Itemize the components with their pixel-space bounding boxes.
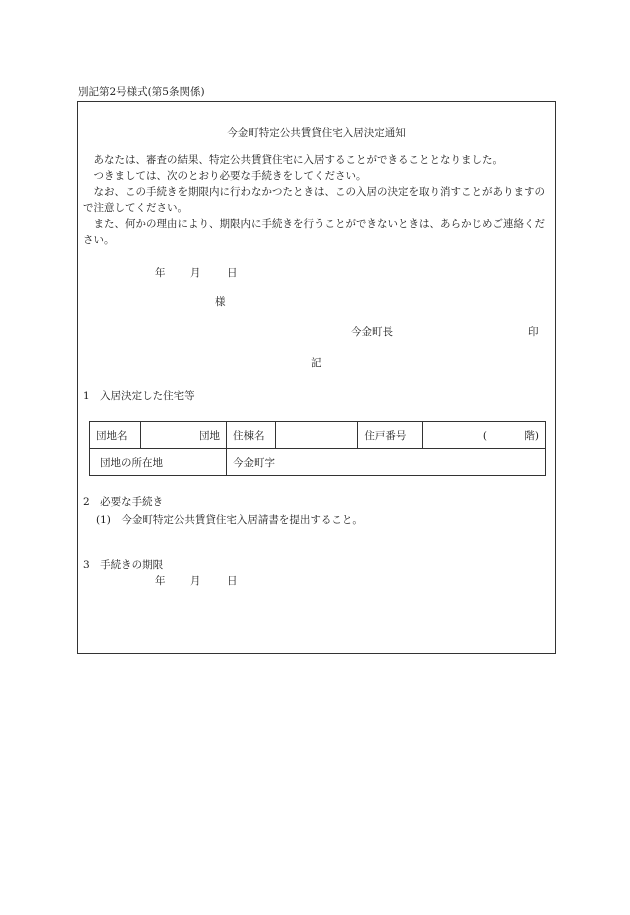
deadline-day: 日	[227, 575, 238, 587]
unit-label: 住戸番号	[358, 422, 423, 449]
paragraph-1: あなたは、審査の結果、特定公共賃貸住宅に入居することができることとなりました。	[93, 154, 503, 166]
location-label: 団地の所在地	[90, 449, 227, 476]
danchi-suffix: 団地	[140, 422, 226, 449]
date-day: 日	[227, 267, 238, 279]
issuer-name: 今金町長	[351, 326, 393, 338]
deadline-year: 年	[155, 575, 166, 587]
paragraph-2: つきましては、次のとおり必要な手続きをしてください。	[93, 170, 367, 182]
building-value	[275, 422, 358, 449]
section-1-heading: 1 入居決定した住宅等	[83, 390, 195, 402]
paragraph-4: また、何かの理由により、期限内に手続きを行うことができないときは、あらかじめご連絡ください。	[83, 218, 545, 246]
addressee-suffix: 様	[215, 296, 226, 308]
ki-label: 記	[311, 357, 322, 369]
danchi-label: 団地名	[90, 422, 141, 449]
table-row	[90, 422, 546, 449]
section-2-heading: 2 必要な手続き	[83, 496, 164, 508]
date-month: 月	[190, 267, 201, 279]
notice-title: 今金町特定公共賃貸住宅入居決定通知	[227, 127, 406, 139]
floor-cell	[423, 422, 546, 449]
table-row	[90, 449, 546, 476]
seal-mark: 印	[528, 326, 539, 338]
notice-frame	[77, 101, 556, 654]
section-3-heading: 3 手続きの期限	[83, 559, 164, 571]
building-label: 住棟名	[226, 422, 275, 449]
floor-suffix: 階)	[524, 429, 539, 442]
location-value: 今金町字	[226, 449, 545, 476]
form-number-label: 別記第2号様式(第5条関係)	[78, 86, 205, 98]
housing-table	[89, 421, 546, 476]
floor-open: (	[482, 429, 487, 442]
deadline-month: 月	[190, 575, 201, 587]
date-year: 年	[155, 267, 166, 279]
paragraph-3: なお、この手続きを期限内に行わなかつたときは、この入居の決定を取り消すことがありますので注意してください。	[83, 186, 545, 214]
section-2-item-1: (1) 今金町特定公共賃貸住宅入居請書を提出すること。	[96, 514, 363, 526]
